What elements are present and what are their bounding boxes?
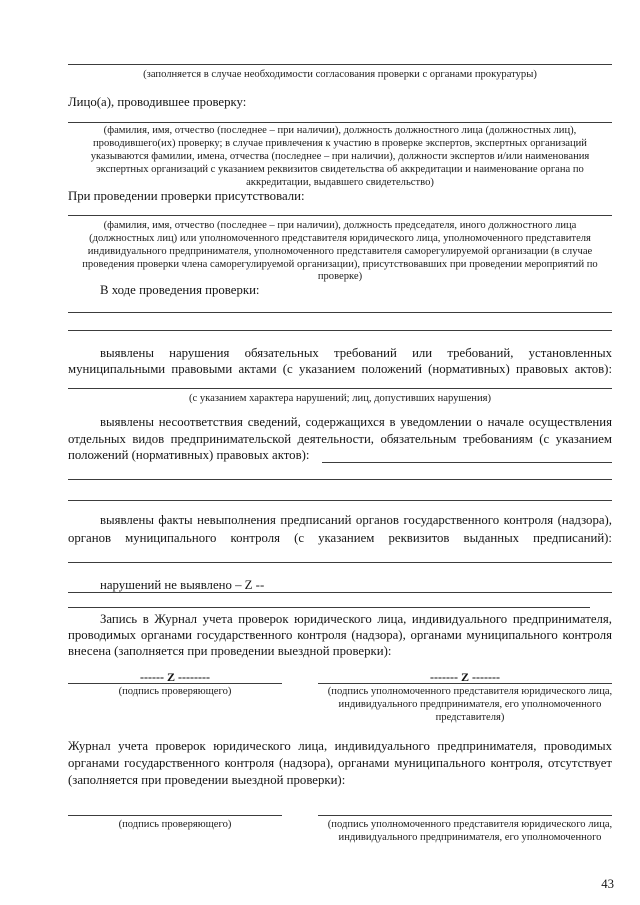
inconsistencies-text-line: выявлены несоответствия сведений, содержащихся в уведомлении о начале осуществления: [100, 415, 612, 429]
inconsistencies-text-line: положений (нормативных) правовых актов):: [68, 448, 310, 462]
representative-signature-caption-line: (подпись уполномоченного представителя юридического лица,: [327, 686, 613, 697]
present-note-line: (фамилия, имя, отчество (последнее – при наличии), должность председателя, иного должностного лица: [103, 220, 577, 231]
inspectors-note-line: экспертных организаций с указанием реквизитов свидетельства об аккредитации и наименование органа по: [96, 164, 584, 175]
representative-signature-caption-line: индивидуального предпринимателя, его уполномоченного: [338, 699, 602, 710]
inspector-signature-caption: (подпись проверяющего): [118, 686, 232, 697]
prosecutor-approval-fill-line: [68, 64, 612, 65]
present-label: При проведении проверки присутствовали:: [68, 189, 305, 203]
no-violations-fill-line: [68, 607, 590, 608]
representative-signature-line: [318, 683, 612, 684]
journal-entry-text-line: внесена (заполняется при проведении выездной проверки):: [68, 644, 392, 658]
violations-fill-line: [68, 388, 612, 389]
inspector-signature-caption: (подпись проверяющего): [118, 819, 232, 830]
orders-fill-line: [68, 562, 612, 563]
journal-absent-text-line: органами государственного контроля (надзора), органами муниципального контроля, отсутствует: [68, 756, 612, 770]
present-note-line: проведения проверки члена саморегулируемой организации), присутствовавших при проведении мероприятий по: [82, 259, 598, 270]
no-violations-fill-line: [68, 592, 612, 593]
representative-signature-caption-line: представителя): [435, 712, 505, 723]
inspectors-label: Лицо(а), проводившее проверку:: [68, 95, 247, 109]
inspectors-fill-line: [68, 122, 612, 123]
inconsistencies-fill-line: [68, 500, 612, 501]
page-number: 43: [601, 877, 614, 891]
inspectors-note-line: проводившего(их) проверку; в случае привлечения к участию в проверке экспертов, экспертных организаций: [93, 138, 587, 149]
inconsistencies-fill-line: [322, 462, 612, 463]
violations-text-line: выявлены нарушения обязательных требований или требований, установленных: [100, 346, 612, 360]
orders-text-line: органов муниципального контроля (с указанием реквизитов выданных предписаний):: [68, 531, 612, 545]
inconsistencies-fill-line: [68, 479, 612, 480]
present-note-line: (должностных лиц) или уполномоченного представителя юридического лица, уполномоченного представителя: [89, 233, 591, 244]
journal-absent-text-line: (заполняется при проведении выездной проверки):: [68, 773, 346, 787]
journal-absent-text-line: Журнал учета проверок юридического лица, индивидуального предпринимателя, проводимых: [68, 739, 612, 753]
inspectors-note-line: (фамилия, имя, отчество (последнее – при наличии), должность должностного лица (должностных лиц),: [103, 125, 577, 136]
present-note-line: индивидуального предпринимателя, уполномоченного представителя саморегулируемой организации (в случае: [87, 246, 593, 257]
journal-entry-text-line: проводимых органами государственного контроля (надзора), органами муниципального контроля: [68, 628, 612, 642]
inconsistencies-text-line: отдельных видов предпринимательской деятельности, обязательным требованиям (с указанием: [68, 432, 612, 446]
orders-text-line: выявлены факты невыполнения предписаний органов государственного контроля (надзора),: [100, 513, 612, 527]
during-inspection-label: В ходе проведения проверки:: [100, 283, 260, 297]
journal-entry-text-line: Запись в Журнал учета проверок юридического лица, индивидуального предпринимателя,: [100, 612, 612, 626]
present-note-line: проверке): [317, 271, 363, 282]
violations-note: (с указанием характера нарушений; лиц, допустивших нарушения): [188, 393, 492, 404]
present-fill-line: [68, 215, 612, 216]
violations-text-line: муниципальными правовыми актами (с указанием положений (нормативных) правовых актов):: [68, 362, 612, 376]
representative-signature-value: ------- Z -------: [430, 670, 500, 684]
prosecutor-approval-note: (заполняется в случае необходимости согласования проверки с органами прокуратуры): [143, 69, 537, 80]
inspectors-note-line: указываются фамилии, имена, отчества (последнее – при наличии), должности экспертов и/или наименования: [90, 151, 590, 162]
representative-signature-line: [318, 815, 612, 816]
during-fill-line: [68, 330, 612, 331]
inspectors-note-line: аккредитации, выдавшего свидетельство): [246, 177, 434, 188]
inspector-signature-line: [68, 683, 282, 684]
inspector-signature-value: ------ Z --------: [140, 670, 210, 684]
representative-signature-caption-line: индивидуального предпринимателя, его уполномоченного: [338, 832, 602, 843]
during-fill-line: [68, 312, 612, 313]
inspector-signature-line: [68, 815, 282, 816]
representative-signature-caption-line: (подпись уполномоченного представителя юридического лица,: [327, 819, 613, 830]
no-violations-text: нарушений не выявлено – Z --: [100, 578, 265, 592]
